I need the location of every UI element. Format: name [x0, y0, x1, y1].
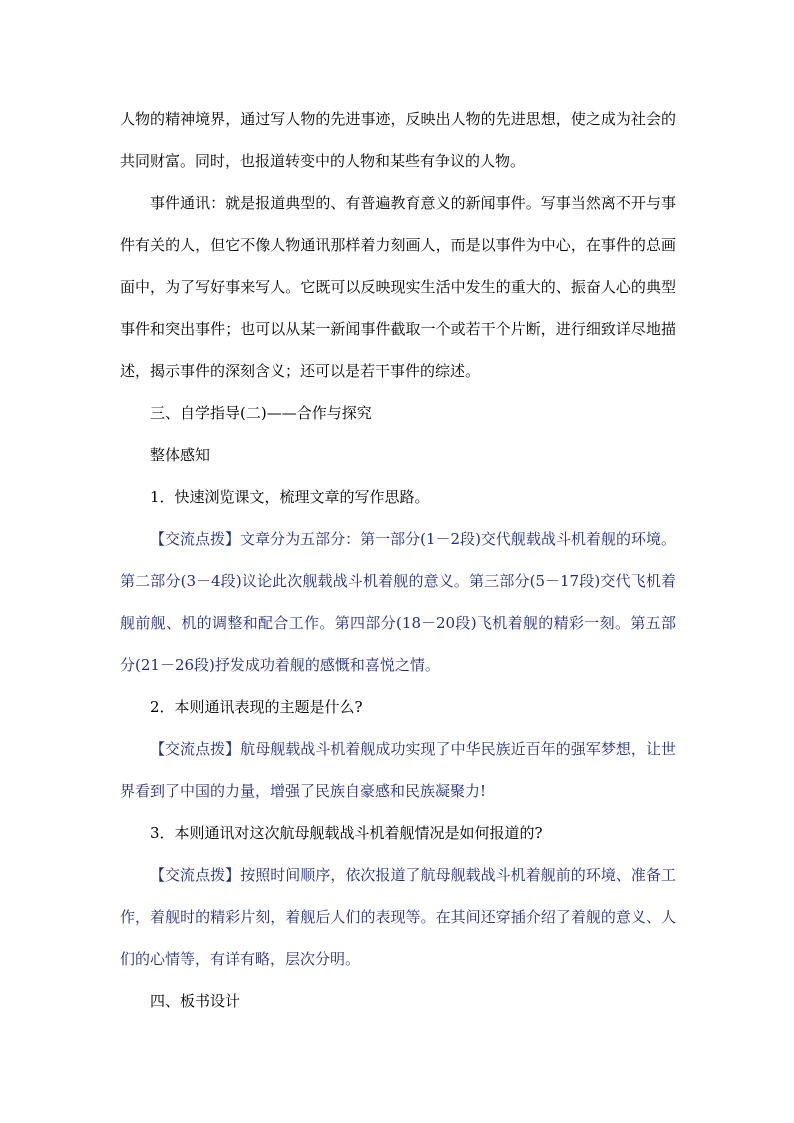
exchange-tip-tag: 【交流点拨】: [150, 740, 241, 758]
exchange-tip-tag: 【交流点拨】: [150, 530, 241, 548]
paragraph-person-report-continued: 人物的精神境界，通过写人物的先进事迹，反映出人物的先进思想，使之成为社会的共同财富。同时，也报道转变中的人物和某些有争议的人物。: [120, 110, 676, 170]
heading-section-four: 四、板书设计: [150, 992, 241, 1010]
answer-one: [120, 518, 676, 686]
answer-one-text: 文章分为五部分：第一部分(1－2段)交代舰载战斗机着舰的环境。第二部分(3－4段)议论此次舰载战斗机着舰的意义。第三部分(5－17段)交代飞机着舰前舰、机的调整和配合工作。第四部分(18－20段)飞机着舰的精彩一刻。第五部分(21－26段)抒发成功着舰的感慨和喜悦之情。: [120, 530, 676, 674]
answer-three: [120, 854, 676, 980]
answer-two: [120, 728, 676, 812]
answer-two-text: 航母舰载战斗机着舰成功实现了中华民族近百年的强军梦想，让世界看到了中国的力量，增强了民族自豪感和民族凝聚力!: [120, 740, 676, 800]
question-one: 1．快速浏览课文，梳理文章的写作思路。: [150, 488, 430, 506]
paragraph-event-report: 事件通讯：就是报道典型的、有普遍教育意义的新闻事件。写事当然离不开与事件有关的人，但它不像人物通讯那样着力刻画人，而是以事件为中心，在事件的总画面中，为了写好事来写人。它既可以反映现实生活中发生的重大的、振奋人心的典型事件和突出事件；也可以从某一新闻事件截取一个或若干个片断，进行细致详尽地描述，揭示事件的深刻含义；还可以是若干事件的综述。: [120, 194, 676, 380]
question-two: 2．本则通讯表现的主题是什么?: [150, 698, 363, 716]
answer-three-text: 按照时间顺序，依次报道了航母舰载战斗机着舰前的环境、准备工作，着舰时的精彩片刻，着舰后人们的表现等。在其间还穿插介绍了着舰的意义、人们的心情等，有详有略，层次分明。: [120, 866, 676, 968]
heading-section-three: 三、自学指导(二)——合作与探究: [150, 404, 372, 422]
subheading-overall-perception: 整体感知: [150, 446, 211, 464]
exchange-tip-tag: 【交流点拨】: [150, 866, 241, 884]
question-three: 3．本则通讯对这次航母舰载战斗机着舰情况是如何报道的?: [150, 824, 543, 842]
